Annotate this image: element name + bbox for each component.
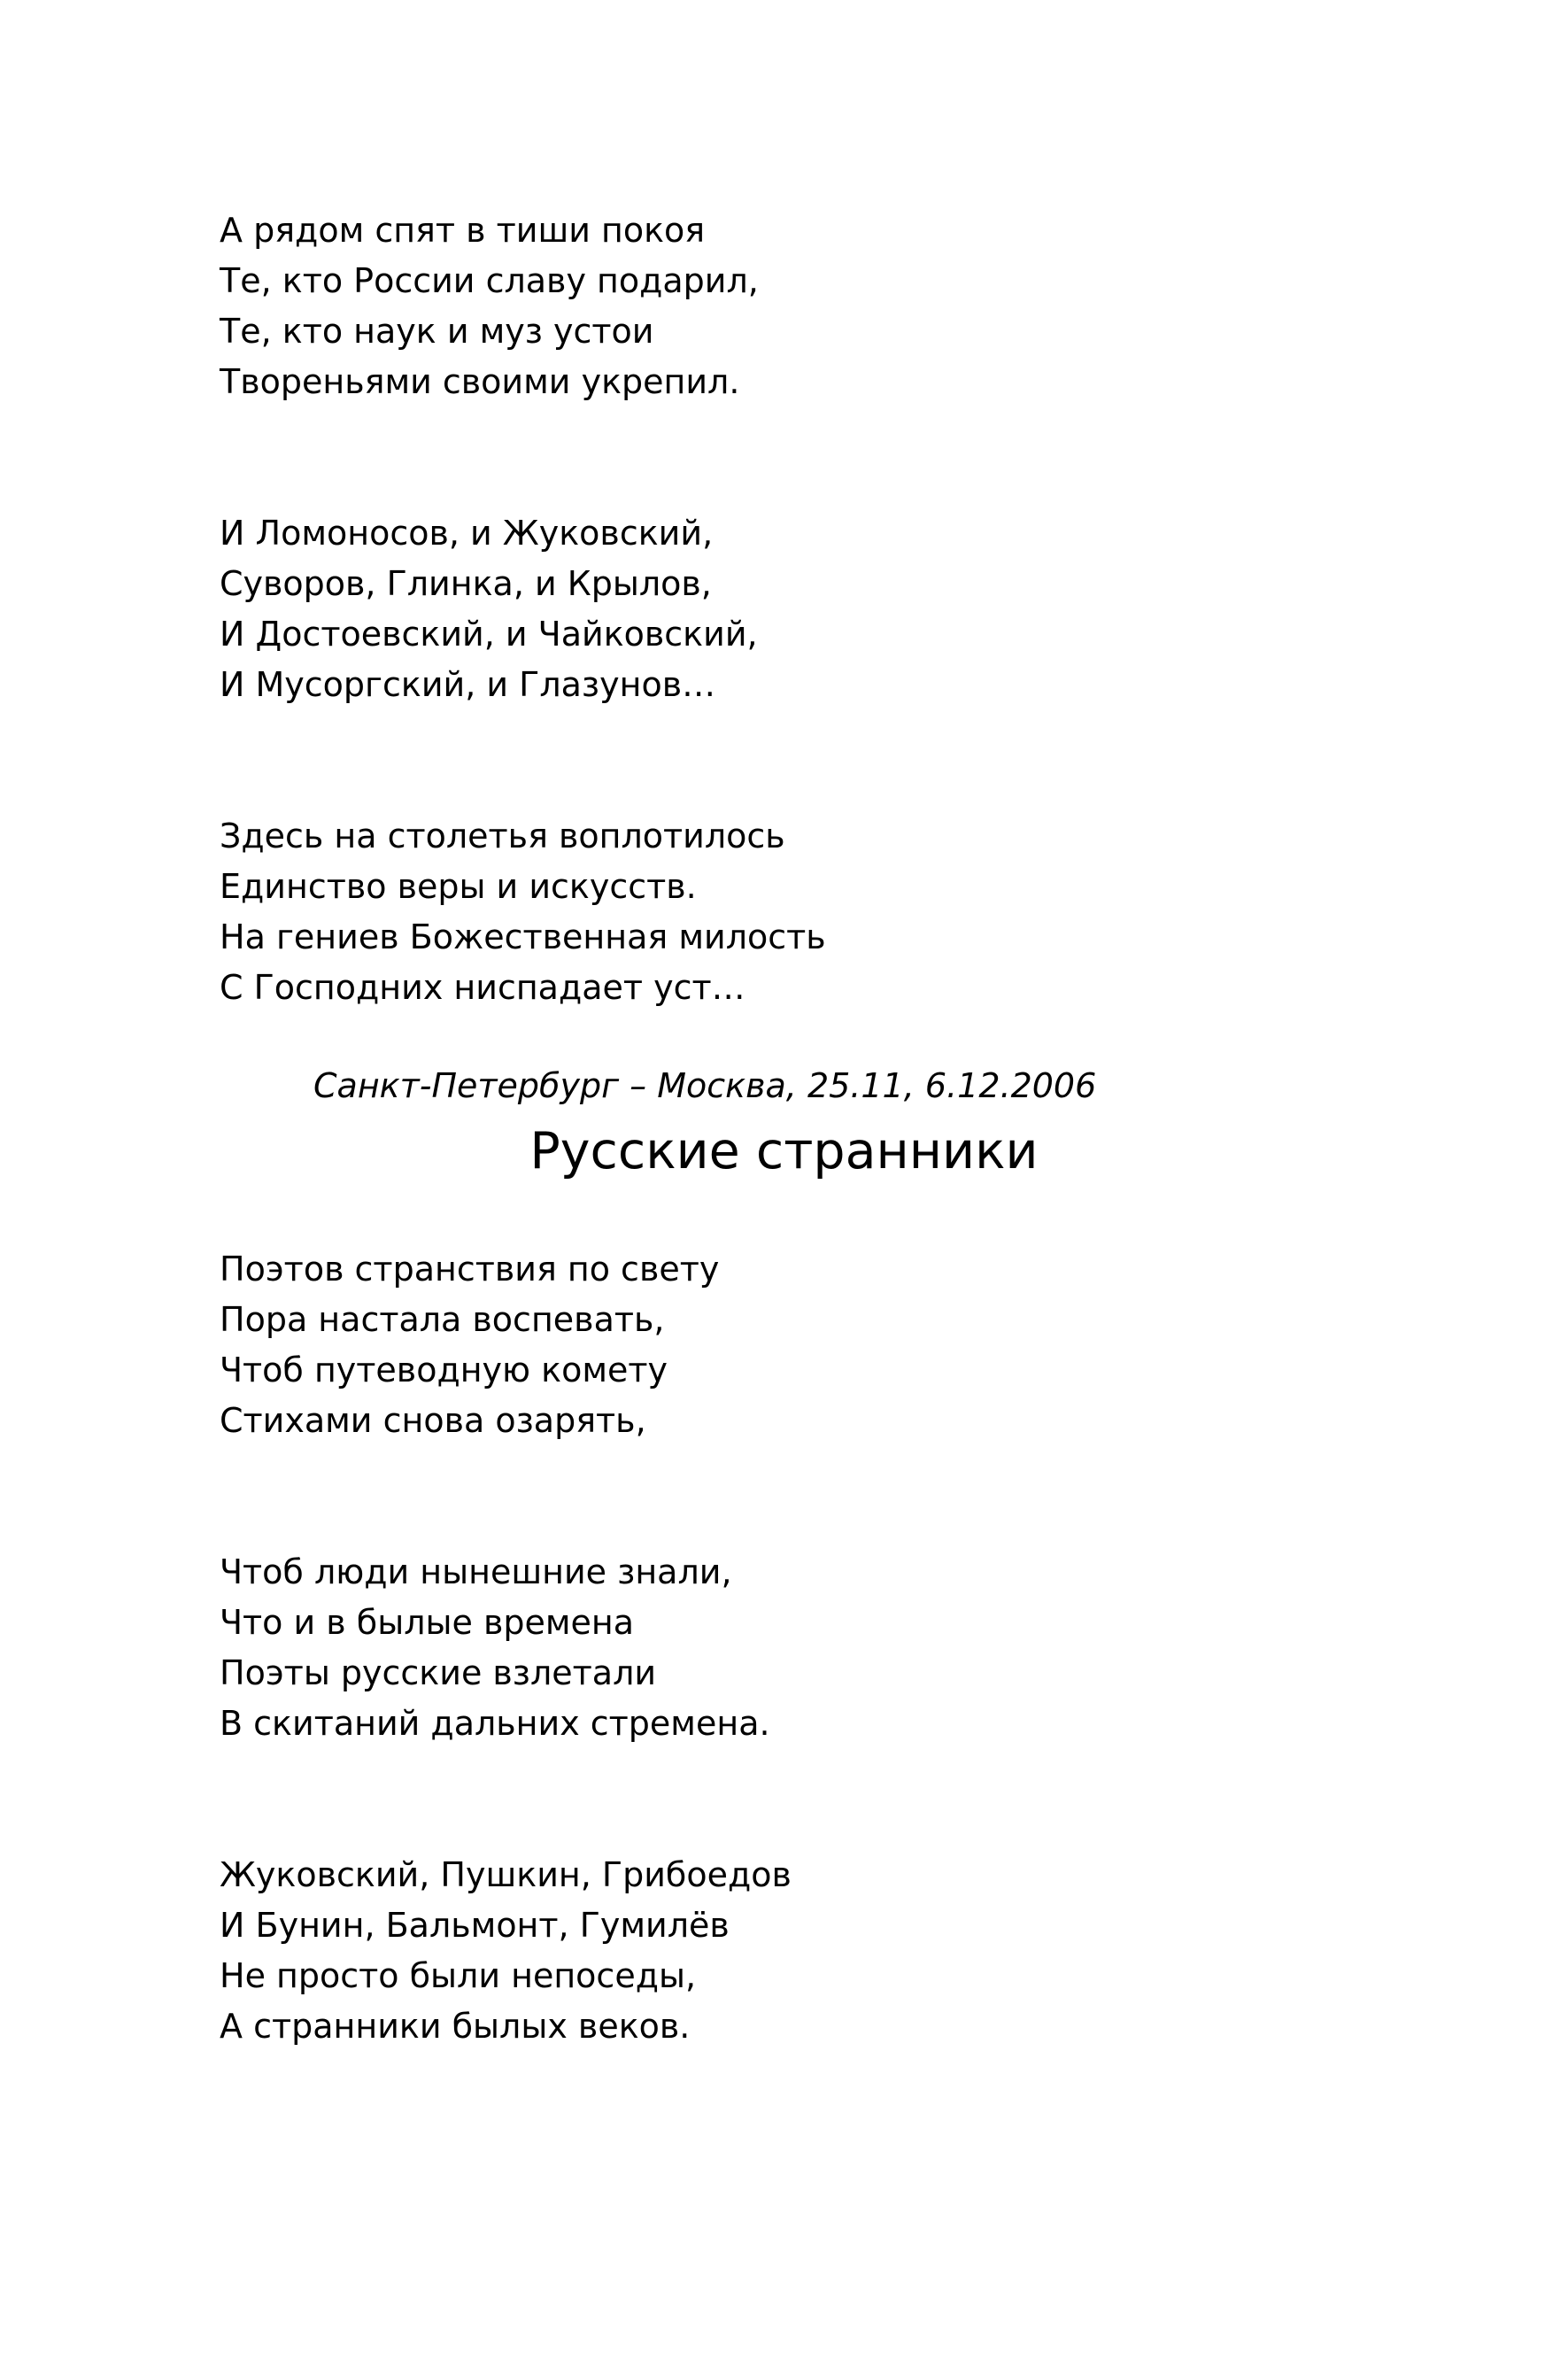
poem-dateline: Санкт-Петербург – Москва, 25.11, 6.12.2006 [313, 1066, 1097, 1105]
verse-line: Суворов, Глинка, и Крылов, [220, 564, 712, 603]
verse-line: Единство веры и искусств. [220, 867, 697, 906]
poem2-stanza-3 [220, 1850, 792, 2052]
verse-line: Жуковский, Пушкин, Грибоедов [220, 1855, 792, 1894]
verse-line: С Господних ниспадает уст… [220, 968, 745, 1007]
poem1-stanza-2 [220, 508, 758, 710]
verse-line: На гениев Божественная милость [220, 917, 826, 956]
verse-line: Поэтов странствия по свету [220, 1250, 720, 1289]
poem1-stanza-1 [220, 205, 759, 407]
poem1-stanza-3 [220, 811, 826, 1013]
verse-line: А рядом спят в тиши покоя [220, 211, 706, 250]
verse-line: Твореньями своими укрепил. [220, 362, 740, 401]
verse-line: И Ломоносов, и Жуковский, [220, 514, 714, 553]
verse-line: Поэты русские взлетали [220, 1653, 657, 1692]
verse-line: Здесь на столетья воплотилось [220, 817, 785, 855]
verse-line: Стихами снова озарять, [220, 1401, 646, 1440]
verse-line: И Бунин, Бальмонт, Гумилёв [220, 1906, 730, 1945]
verse-line: Пора настала воспевать, [220, 1300, 665, 1339]
verse-line: Чтоб люди нынешние знали, [220, 1552, 732, 1591]
verse-line: Что и в былые времена [220, 1603, 635, 1642]
verse-line: Не просто были непоседы, [220, 1956, 697, 1995]
verse-line: И Мусоргский, и Глазунов… [220, 665, 716, 704]
verse-line: Те, кто наук и муз устои [220, 312, 654, 351]
verse-line: Те, кто России славу подарил, [220, 261, 759, 300]
verse-line: И Достоевский, и Чайковский, [220, 615, 758, 654]
verse-line: Чтоб путеводную комету [220, 1351, 668, 1389]
poem2-stanza-2 [220, 1547, 770, 1749]
verse-line: В скитаний дальних стремена. [220, 1704, 770, 1743]
poem2-stanza-1 [220, 1244, 719, 1446]
verse-line: А странники былых веков. [220, 2007, 691, 2046]
poem-title: Русские странники [529, 1122, 1039, 1180]
